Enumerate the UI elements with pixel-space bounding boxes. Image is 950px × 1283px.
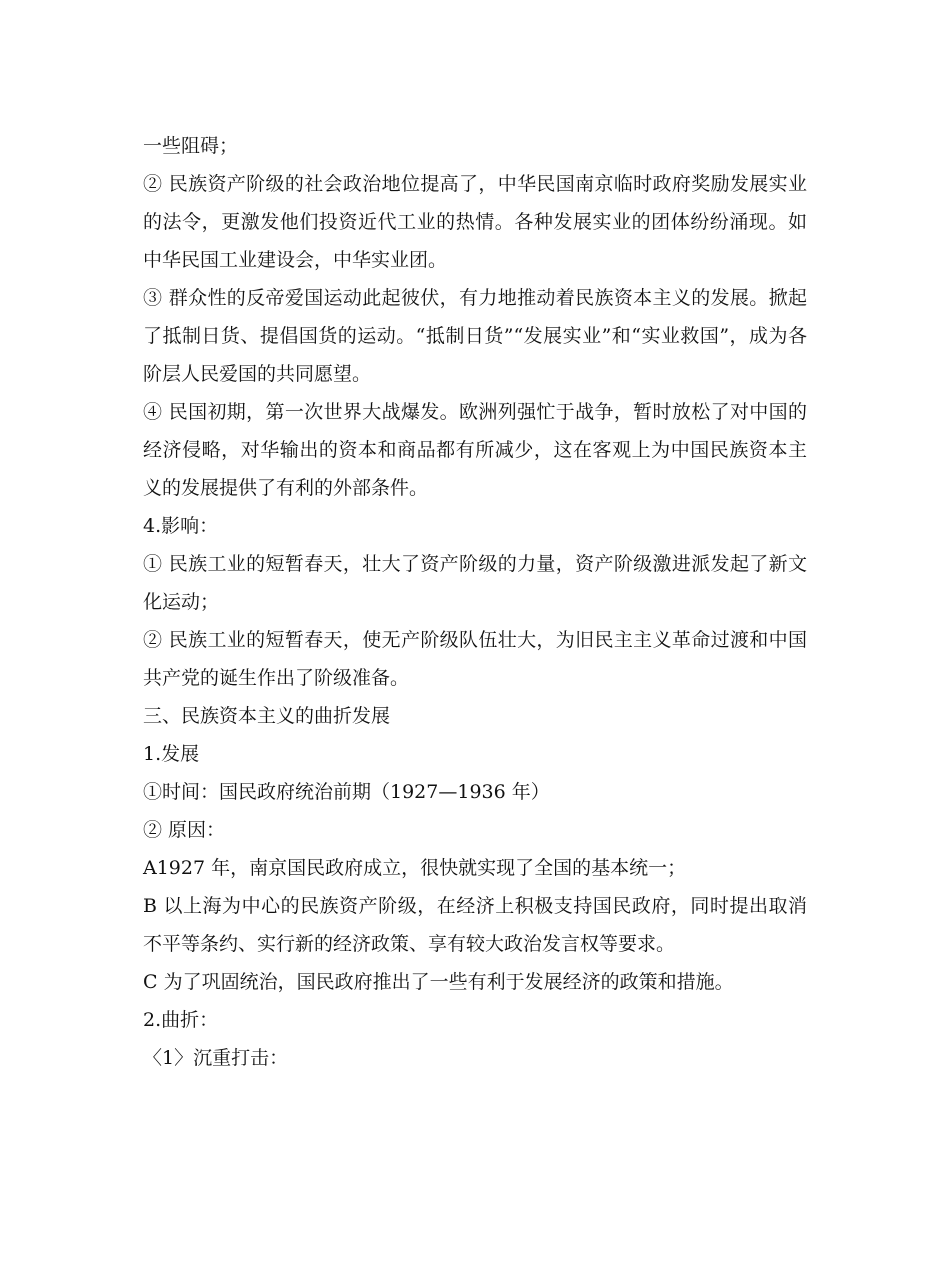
paragraph-point-3-movement: ③ 群众性的反帝爱国运动此起彼伏，有力地推动着民族资本主义的发展。掀起了抵制日货、提倡国货的运动。“抵制日货”“发展实业”和“实业救国”，成为各阶层人民爱国的共同愿望。	[143, 287, 807, 385]
paragraph-reason-c: C 为了巩固统治，国民政府推出了一些有利于发展经济的政策和措施。	[143, 971, 734, 993]
heading-development: 1.发展	[143, 743, 200, 765]
section-heading-3: 三、民族资本主义的曲折发展	[143, 705, 391, 727]
paragraph-reason-b: B 以上海为中心的民族资产阶级，在经济上积极支持国民政府，同时提出取消不平等条约、实行新的经济政策、享有较大政治发言权等要求。	[143, 895, 807, 955]
paragraph-time: ①时间：国民政府统治前期（1927—1936 年）	[143, 781, 550, 803]
paragraph-reason-a: A1927 年，南京国民政府成立，很快就实现了全国的基本统一；	[143, 857, 687, 879]
heading-twists: 2.曲折：	[143, 1009, 219, 1031]
paragraph-point-4-wwi: ④ 民国初期，第一次世界大战爆发。欧洲列强忙于战争，暂时放松了对中国的经济侵略，对华输出的资本和商品都有所减少，这在客观上为中国民族资本主义的发展提供了有利的外部条件。	[143, 401, 807, 499]
paragraph-influence-2: ② 民族工业的短暂春天，使无产阶级队伍壮大，为旧民主主义革命过渡和中国共产党的诞生作出了阶级准备。	[143, 629, 807, 689]
paragraph-point-2-status: ② 民族资产阶级的社会政治地位提高了，中华民国南京临时政府奖励发展实业的法令，更激发他们投资近代工业的热情。各种发展实业的团体纷纷涌现。如中华民国工业建设会，中华实业团。	[143, 173, 807, 271]
paragraph-obstacles-end: 一些阻碍；	[143, 135, 239, 157]
document-body	[143, 127, 807, 1077]
paragraph-heavy-blow: 〈1〉沉重打击：	[143, 1047, 289, 1069]
paragraph-influence-1: ① 民族工业的短暂春天，壮大了资产阶级的力量，资产阶级激进派发起了新文化运动；	[143, 553, 807, 613]
paragraph-reasons-heading: ② 原因：	[143, 819, 226, 841]
heading-influence: 4.影响：	[143, 515, 219, 537]
